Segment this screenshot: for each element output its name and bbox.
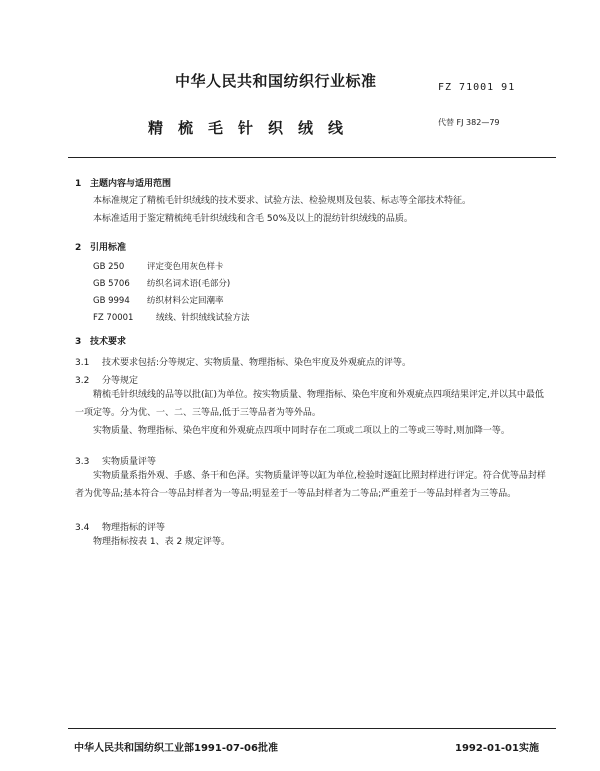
clause-3-3-heading: 3.3 实物质量评等 xyxy=(75,457,157,467)
clause-3-1: 3.1 技术要求包括:分等规定、实物质量、物理指标、染色牢度及外观疵点的评等。 xyxy=(75,358,412,368)
section-3-heading: 3 技术要求 xyxy=(75,337,127,347)
footer-divider xyxy=(68,728,556,729)
document-title: 精梳毛针织绒线 xyxy=(148,119,359,137)
clause-3-2-heading: 3.2 分等规定 xyxy=(75,376,139,386)
clause-3-4-body xyxy=(75,533,551,551)
section-1-body xyxy=(75,192,551,228)
clause-3-3-body xyxy=(75,467,551,503)
clause-3-2-paragraph-1: 精梳毛针织绒线的品等以批(缸)为单位。按实物质量、物理指标、染色牢度和外观疵点四项结果评定,并以其中最低一项定等。分为优、一、二、三等品,低于三等品者为等外品。 xyxy=(75,390,544,418)
reference-item: GB 5706 纺织名词术语(毛部分) xyxy=(93,279,231,289)
reference-item: GB 250 评定变色用灰色样卡 xyxy=(93,262,224,272)
replaces-standard: 代替 FJ 382—79 xyxy=(438,118,500,127)
clause-3-2-paragraph-2: 实物质量、物理指标、染色牢度和外观疵点四项中同时存在二项或二项以上的二等或三等时,则加降一等。 xyxy=(93,426,510,436)
clause-3-3-paragraph-1: 实物质量系指外观、手感、条干和色泽。实物质量评等以缸为单位,检验时逐缸比照封样进行评定。符合优等品封样者为优等品;基本符合一等品封样者为一等品;明显差于一等品封样者为二等品;严重差于一等品封样者为三等品。 xyxy=(75,471,546,499)
approval-date: 中华人民共和国纺织工业部1991-07-06批准 xyxy=(74,743,278,754)
clause-3-4-paragraph-1: 物理指标按表 1、表 2 规定评等。 xyxy=(93,537,231,547)
clause-3-2-body xyxy=(75,386,551,440)
section-1-paragraph-2: 本标准适用于鉴定精梳纯毛针织绒线和含毛 50%及以上的混纺针织绒线的品质。 xyxy=(93,214,413,224)
section-2-heading: 2 引用标准 xyxy=(75,243,127,253)
header-divider xyxy=(68,157,556,158)
section-1-heading: 1 主题内容与适用范围 xyxy=(75,179,172,189)
reference-item: GB 9994 纺织材料公定回潮率 xyxy=(93,296,224,306)
issuing-authority: 中华人民共和国纺织行业标准 xyxy=(175,72,377,90)
standard-number: FZ 71001 91 xyxy=(438,82,516,93)
section-1-paragraph-1: 本标准规定了精梳毛针织绒线的技术要求、试验方法、检验规则及包装、标志等全部技术特征。 xyxy=(93,196,472,206)
reference-item: FZ 70001 绒线、针织绒线试验方法 xyxy=(93,313,250,323)
clause-3-4-heading: 3.4 物理指标的评等 xyxy=(75,523,166,533)
implementation-date: 1992-01-01实施 xyxy=(455,743,539,754)
